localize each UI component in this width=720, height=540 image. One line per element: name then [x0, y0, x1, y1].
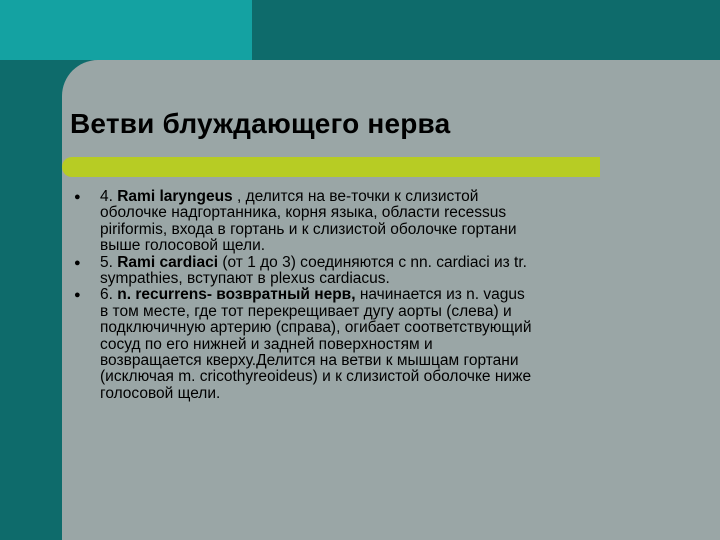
small-dot-icon: ●: [74, 256, 81, 269]
slide-title: Ветви блуждающего нерва: [70, 108, 451, 139]
bullet-item: ● 6. n. recurrens- возвратный нерв, начинается из n. vagus в том месте, где тот перекрещивает дугу аорты (слева) и подключичную артерию (справа), огибает соответствующий сосуд по его нижней и задней поверхностям и возвращается кверху.Делится на ветви к мышцам гортани (исключая m. cricothyreoideus) и к слизистой оболочке ниже голосовой щели.: [74, 286, 532, 402]
small-dot-icon: ●: [74, 191, 81, 203]
bullet-item: ● 5. Rami cardiaci (от 1 до 3) соединяются с nn. cardiaci из tr. sympathies, вступают в plexus cardiacus.: [74, 253, 527, 288]
accent-bar: [62, 157, 600, 177]
bullet-item: ● 4. Rami laryngeus , делится на ве-точки к слизистой оболочке надгортанника, корня языка, области recessus piriformis, входа в гортань и к слизистой оболочке гортани выше голосовой щели.: [74, 188, 517, 255]
bullet-list: [72, 189, 672, 402]
corner-decoration: [0, 0, 252, 60]
small-dot-icon: ●: [74, 289, 81, 302]
